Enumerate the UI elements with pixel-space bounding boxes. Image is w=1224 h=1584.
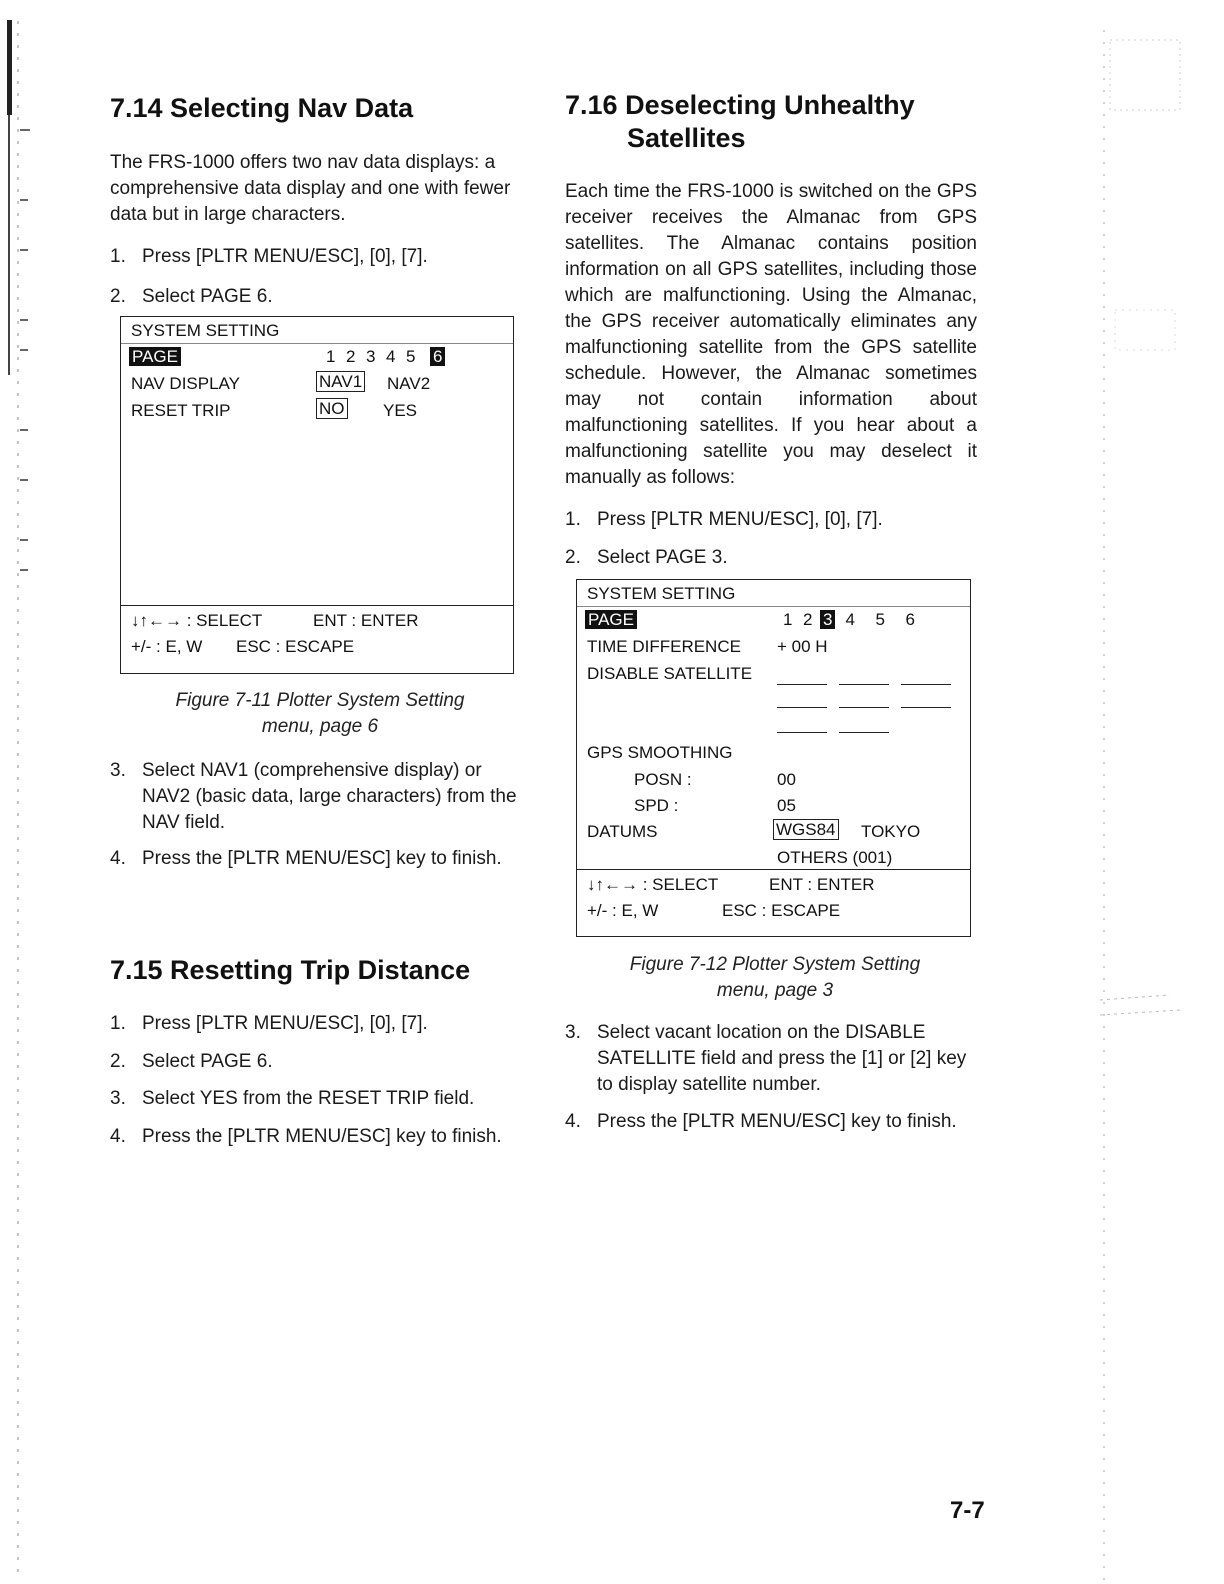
satellite-slot (839, 684, 889, 685)
list-item (110, 1011, 525, 1037)
help-divider (577, 869, 970, 870)
page-5: 5 (406, 347, 416, 366)
spd-value: 05 (777, 796, 796, 815)
step-text: Press the [PLTR MENU/ESC] key to finish. (142, 1126, 502, 1147)
satellite-slot (901, 707, 951, 708)
yes-option: YES (383, 401, 418, 420)
disable-satellite-label: DISABLE SATELLITE (587, 664, 753, 683)
system-setting-screen-page-3 (576, 579, 971, 937)
step-text: Select NAV1 (comprehensive display) or NAV2 (basic data, large characters) from the NAV field. (142, 760, 517, 833)
nav2-option: NAV2 (387, 374, 431, 393)
help-enter: ENT : ENTER (313, 611, 419, 630)
page-selector (783, 610, 915, 630)
list-item (110, 758, 525, 836)
satellite-slot (777, 732, 827, 733)
step-text: Press the [PLTR MENU/ESC] key to finish. (597, 1111, 957, 1132)
posn-label: POSN : (634, 770, 692, 789)
help-ew: +/- : E, W (131, 637, 203, 656)
step-text: Select PAGE 6. (142, 286, 273, 307)
list-item (110, 244, 525, 270)
step-text: Select vacant location on the DISABLE SATELLITE field and press the [1] or [2] key to display satellite number. (597, 1022, 967, 1095)
time-difference-value: + 00 H (777, 637, 828, 656)
page-5: 5 (875, 610, 885, 629)
screen-title: SYSTEM SETTING (587, 584, 736, 603)
help-escape: ESC : ESCAPE (236, 637, 355, 656)
help-select: ↓↑←→ : SELECT (131, 611, 263, 630)
datums-label: DATUMS (587, 822, 658, 841)
section-716-body: Each time the FRS-1000 is switched on the GPS receiver receives the Almanac from GPS satellites. The Almanac contains position information on all GPS satellites, including those which are malfunctioning. Using the Almanac, the GPS receiver automatically eliminates any malfunctioning satellite from the GPS satellite schedule. However, the Almanac sometimes may not contain information about malfunctioning satellites. If you hear about a malfunctioning satellite you may deselect it manually as follows: (565, 181, 977, 488)
caption-line: Figure 7-12 Plotter System Setting (629, 954, 921, 975)
list-item (565, 1020, 980, 1098)
page-3: 3 (366, 347, 376, 366)
satellite-slot (839, 732, 889, 733)
help-select: ↓↑←→ : SELECT (587, 875, 719, 894)
scan-edge-left (6, 20, 36, 1580)
caption-line: menu, page 3 (716, 980, 834, 1001)
section-714-heading: 7.14 Selecting Nav Data (110, 93, 414, 123)
page-6: 6 (905, 610, 915, 629)
no-option-selected: NO (316, 398, 348, 419)
step-text: Press [PLTR MENU/ESC], [0], [7]. (142, 246, 428, 267)
figure-7-12-caption (565, 952, 985, 1004)
page-number: 7-7 (950, 1497, 985, 1524)
satellite-slot (777, 684, 827, 685)
wgs84-option-selected: WGS84 (773, 819, 839, 840)
help-ew: +/- : E, W (587, 901, 659, 920)
section-715-heading: 7.15 Resetting Trip Distance (110, 955, 471, 985)
heading-line: Deselecting Unhealthy (625, 90, 915, 120)
step-text: Select PAGE 3. (597, 547, 728, 568)
page-4: 4 (386, 347, 396, 366)
list-item (110, 1124, 525, 1150)
page-4: 4 (845, 610, 855, 629)
list-item (565, 1109, 980, 1135)
page-3-selected: 3 (820, 610, 835, 629)
page-label: PAGE (585, 610, 637, 629)
step-number: 2. (565, 547, 581, 568)
list-item (110, 846, 525, 872)
step-number: 4. (565, 1111, 581, 1132)
help-escape: ESC : ESCAPE (722, 901, 841, 920)
others-option: OTHERS (001) (777, 848, 893, 867)
heading-number: 7.16 (565, 90, 618, 120)
step-number: 2. (110, 286, 126, 307)
step-text: Press [PLTR MENU/ESC], [0], [7]. (597, 509, 883, 530)
page-2: 2 (803, 610, 813, 629)
step-number: 1. (110, 1013, 126, 1034)
step-number: 1. (565, 509, 581, 530)
page-2: 2 (346, 347, 356, 366)
caption-line: Figure 7-11 Plotter System Setting (175, 690, 465, 711)
section-716-heading (565, 89, 915, 155)
step-text: Press [PLTR MENU/ESC], [0], [7]. (142, 1013, 428, 1034)
page-1: 1 (326, 347, 336, 366)
list-item (565, 507, 980, 533)
list-item (110, 1049, 525, 1075)
step-number: 2. (110, 1051, 126, 1072)
page-6-selected: 6 (430, 347, 445, 366)
page-1: 1 (783, 610, 793, 629)
posn-value: 00 (777, 770, 796, 789)
step-number: 4. (110, 848, 126, 869)
step-number: 3. (565, 1022, 581, 1043)
screen-title: SYSTEM SETTING (131, 321, 280, 340)
step-number: 3. (110, 760, 126, 781)
step-number: 1. (110, 246, 126, 267)
satellite-slot (901, 684, 951, 685)
step-number: 4. (110, 1126, 126, 1147)
step-text: Select YES from the RESET TRIP field. (142, 1088, 475, 1109)
title-divider (121, 343, 513, 344)
satellite-slot (839, 707, 889, 708)
list-item (110, 284, 525, 310)
help-divider (121, 605, 513, 606)
title-divider (577, 606, 970, 607)
nav1-option-selected: NAV1 (316, 371, 365, 392)
figure-7-11-caption (110, 688, 530, 740)
step-text: Press the [PLTR MENU/ESC] key to finish. (142, 848, 502, 869)
time-difference-label: TIME DIFFERENCE (587, 637, 741, 656)
step-number: 3. (110, 1088, 126, 1109)
heading-line: Satellites (627, 123, 746, 153)
satellite-slot (777, 707, 827, 708)
reset-trip-label: RESET TRIP (131, 401, 231, 420)
caption-line: menu, page 6 (261, 716, 379, 737)
page-label: PAGE (129, 347, 181, 366)
help-enter: ENT : ENTER (769, 875, 875, 894)
list-item (565, 545, 980, 571)
tokyo-option: TOKYO (861, 822, 921, 841)
scan-edge-right (1100, 30, 1200, 1580)
list-item (110, 1086, 525, 1112)
system-setting-screen-page-6 (120, 316, 514, 674)
spd-label: SPD : (634, 796, 679, 815)
section-714-intro: The FRS-1000 offers two nav data displays: a comprehensive data display and one with fewer data but in large characters. (110, 152, 511, 225)
nav-display-label: NAV DISPLAY (131, 374, 240, 393)
step-text: Select PAGE 6. (142, 1051, 273, 1072)
page-selector (326, 347, 445, 367)
gps-smoothing-label: GPS SMOOTHING (587, 743, 733, 762)
